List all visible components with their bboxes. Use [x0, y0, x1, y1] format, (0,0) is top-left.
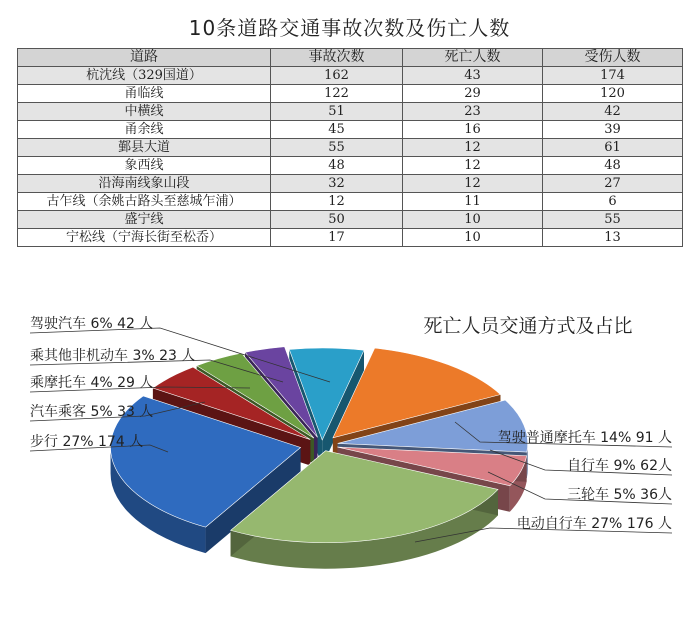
table-row	[18, 85, 683, 103]
pie-chart	[0, 280, 699, 619]
pie-label: 乘摩托车 4% 29 人	[30, 375, 154, 391]
pie-label: 三轮车 5% 36人	[567, 487, 672, 503]
cell-injuries: 13	[543, 229, 683, 247]
cell-road: 盛宁线	[18, 211, 271, 229]
cell-deaths: 10	[403, 211, 543, 229]
pie-chart-title: 死亡人员交通方式及占比	[423, 315, 633, 337]
pie-slices	[111, 347, 528, 569]
table-row	[18, 229, 683, 247]
cell-accidents: 122	[271, 85, 403, 103]
pie-label: 电动自行车 27% 176 人	[516, 516, 672, 532]
cell-road: 宁松线（宁海长街至松岙）	[18, 229, 271, 247]
header-road: 道路	[18, 49, 271, 67]
cell-road: 甬余线	[18, 121, 271, 139]
cell-accidents: 12	[271, 193, 403, 211]
cell-injuries: 39	[543, 121, 683, 139]
cell-deaths: 43	[403, 67, 543, 85]
pie-label: 自行车 9% 62人	[567, 458, 672, 474]
header-accidents: 事故次数	[271, 49, 403, 67]
cell-deaths: 12	[403, 139, 543, 157]
cell-deaths: 12	[403, 157, 543, 175]
table-row	[18, 103, 683, 121]
accident-table	[17, 48, 683, 247]
header-deaths: 死亡人数	[403, 49, 543, 67]
cell-road: 甬临线	[18, 85, 271, 103]
cell-accidents: 51	[271, 103, 403, 121]
cell-accidents: 55	[271, 139, 403, 157]
cell-road: 沿海南线象山段	[18, 175, 271, 193]
cell-deaths: 29	[403, 85, 543, 103]
cell-road: 中横线	[18, 103, 271, 121]
pie-label: 驾驶汽车 6% 42 人	[30, 316, 154, 332]
cell-accidents: 50	[271, 211, 403, 229]
cell-accidents: 45	[271, 121, 403, 139]
table-row	[18, 175, 683, 193]
table-row	[18, 67, 683, 85]
cell-injuries: 120	[543, 85, 683, 103]
cell-injuries: 174	[543, 67, 683, 85]
pie-label: 汽车乘客 5% 33 人	[30, 404, 154, 420]
cell-injuries: 61	[543, 139, 683, 157]
cell-road: 杭沈线（329国道）	[18, 67, 271, 85]
cell-injuries: 55	[543, 211, 683, 229]
cell-injuries: 6	[543, 193, 683, 211]
table-row	[18, 121, 683, 139]
table-body	[18, 67, 683, 247]
header-injuries: 受伤人数	[543, 49, 683, 67]
table-title: 10条道路交通事故次数及伤亡人数	[188, 16, 511, 40]
cell-deaths: 12	[403, 175, 543, 193]
cell-deaths: 16	[403, 121, 543, 139]
cell-deaths: 11	[403, 193, 543, 211]
cell-deaths: 10	[403, 229, 543, 247]
cell-injuries: 27	[543, 175, 683, 193]
cell-injuries: 48	[543, 157, 683, 175]
cell-deaths: 23	[403, 103, 543, 121]
pie-label: 步行 27% 174 人	[30, 434, 144, 450]
table-row	[18, 193, 683, 211]
table-row	[18, 211, 683, 229]
table-header-row	[18, 49, 683, 67]
pie-label: 乘其他非机动车 3% 23 人	[30, 348, 196, 364]
pie-label: 驾驶普通摩托车 14% 91 人	[497, 430, 672, 446]
cell-injuries: 42	[543, 103, 683, 121]
table-row	[18, 157, 683, 175]
cell-road: 古乍线（余姚古路头至慈城乍浦）	[18, 193, 271, 211]
table-row	[18, 139, 683, 157]
cell-road: 鄞县大道	[18, 139, 271, 157]
cell-road: 象西线	[18, 157, 271, 175]
cell-accidents: 162	[271, 67, 403, 85]
cell-accidents: 48	[271, 157, 403, 175]
cell-accidents: 32	[271, 175, 403, 193]
cell-accidents: 17	[271, 229, 403, 247]
